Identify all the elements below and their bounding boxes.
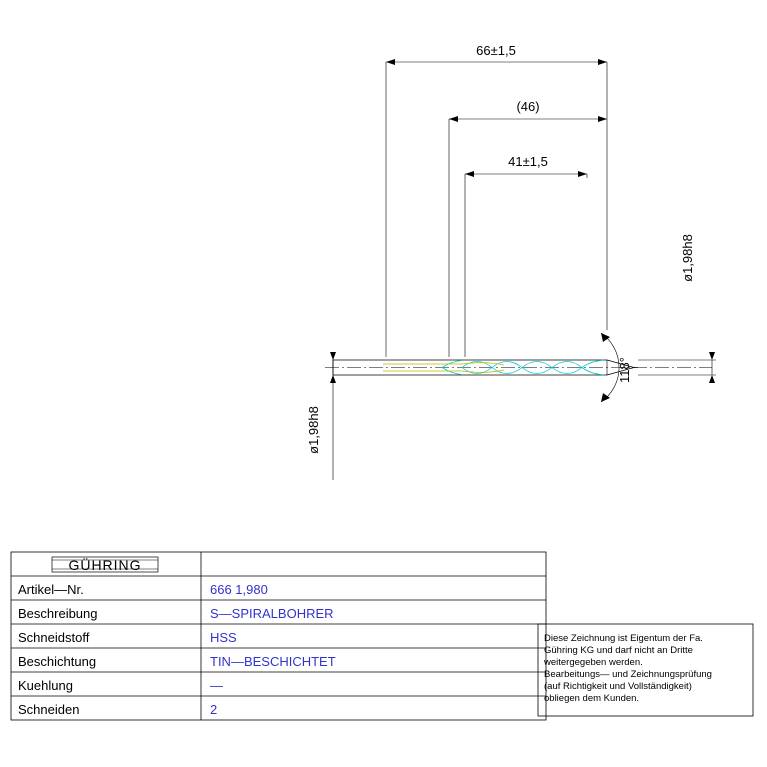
note-line-2: weitergegeben werden. bbox=[544, 657, 643, 668]
dim-arrow-dia-right-top bbox=[709, 352, 715, 360]
dim-arrow-dia-left-top bbox=[330, 352, 336, 360]
company-logo bbox=[52, 556, 158, 573]
dim-label-41: 41±1,5 bbox=[508, 154, 548, 169]
dim-label-46: (46) bbox=[516, 99, 540, 114]
title-block-label-0: Artikel—Nr. bbox=[18, 582, 84, 597]
dim-arrow-66-right bbox=[598, 59, 607, 65]
dimension-diameter-right bbox=[638, 234, 716, 383]
title-block bbox=[11, 552, 546, 720]
dimension-flute-length bbox=[465, 154, 587, 357]
note-line-4: (auf Richtigkeit und Vollständigkeit) bbox=[544, 681, 692, 692]
title-block-label-4: Kuehlung bbox=[18, 678, 73, 693]
title-block-value-1: S—SPIRALBOHRER bbox=[210, 606, 334, 621]
title-block-value-0: 666 1,980 bbox=[210, 582, 268, 597]
title-block-label-3: Beschichtung bbox=[18, 654, 97, 669]
title-block-value-5: 2 bbox=[210, 702, 218, 717]
dimension-total-length bbox=[386, 43, 607, 357]
dim-arrow-dia-right-bottom bbox=[709, 375, 715, 383]
point-angle-arrow-bottom bbox=[601, 393, 610, 402]
dim-arrow-41-left bbox=[465, 171, 474, 177]
logo-text: GÜHRING bbox=[68, 557, 142, 573]
dim-arrow-46-right bbox=[598, 116, 607, 122]
note-line-1: Gühring KG und darf nicht an Dritte bbox=[544, 645, 693, 656]
title-block-value-4: — bbox=[210, 678, 223, 693]
dim-label-dia-right: ø1,98h8 bbox=[680, 234, 695, 282]
dim-label-66: 66±1,5 bbox=[476, 43, 516, 58]
note-line-3: Bearbeitungs— und Zeichnungsprüfung bbox=[544, 669, 712, 680]
dim-arrow-46-left bbox=[449, 116, 458, 122]
title-block-label-1: Beschreibung bbox=[18, 606, 98, 621]
title-block-label-5: Schneiden bbox=[18, 702, 80, 717]
drill-geometry bbox=[325, 333, 712, 402]
note-line-5: obliegen dem Kunden. bbox=[544, 693, 640, 704]
legal-note-box bbox=[538, 624, 753, 716]
dim-arrow-41-right bbox=[578, 171, 587, 177]
title-block-label-2: Schneidstoff bbox=[18, 630, 90, 645]
title-block-value-2: HSS bbox=[210, 630, 237, 645]
point-angle-arrow-top bbox=[601, 333, 610, 342]
point-angle-label: 118° bbox=[617, 357, 632, 383]
dim-label-dia-left: ø1,98h8 bbox=[306, 406, 321, 454]
dim-arrow-66-left bbox=[386, 59, 395, 65]
title-block-border bbox=[11, 552, 546, 720]
dimension-reference-length bbox=[449, 99, 607, 357]
dim-arrow-dia-left-bottom bbox=[330, 375, 336, 383]
note-line-0: Diese Zeichnung ist Eigentum der Fa. bbox=[544, 633, 703, 644]
title-block-value-3: TIN—BESCHICHTET bbox=[210, 654, 336, 669]
dimension-diameter-left bbox=[306, 352, 336, 480]
